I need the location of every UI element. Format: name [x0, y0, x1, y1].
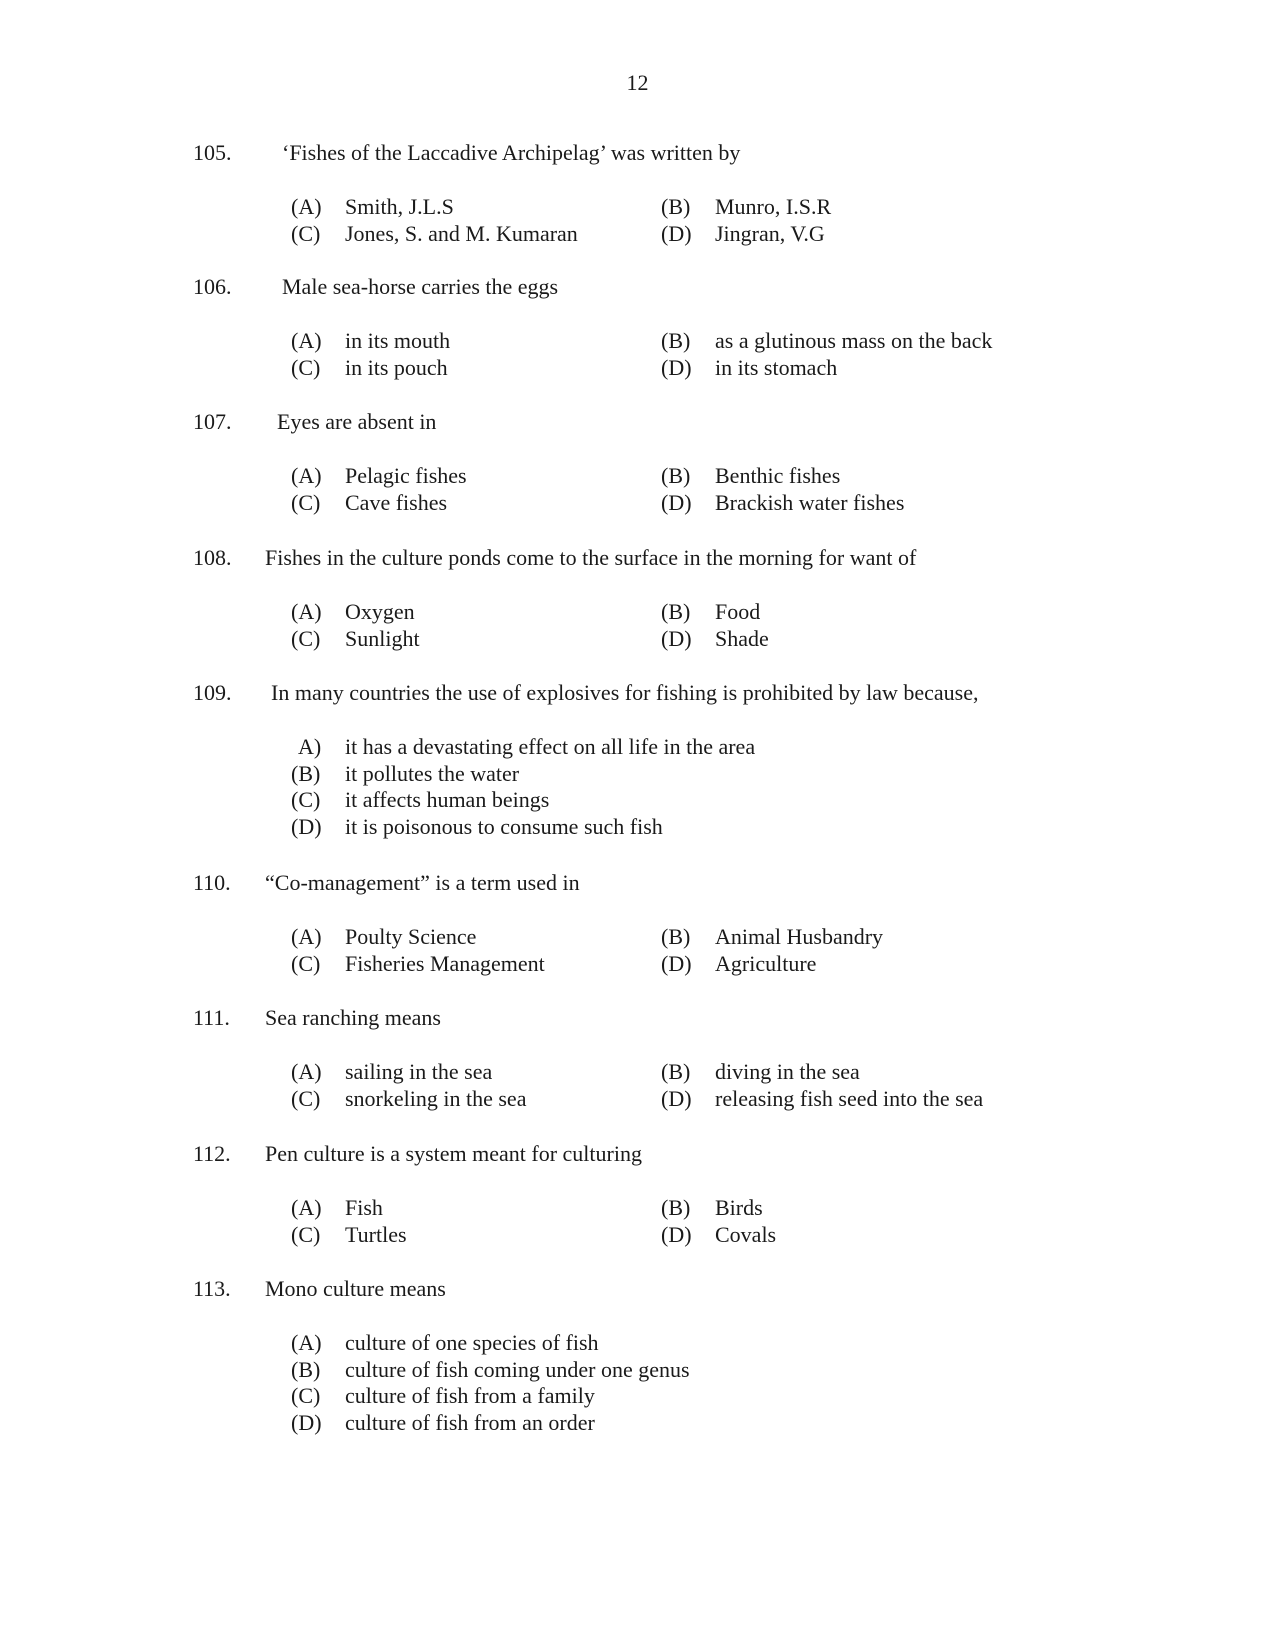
option-label: (D): [291, 1410, 322, 1435]
option-text: Food: [715, 599, 761, 624]
page-number: 12: [626, 70, 649, 95]
option-label: (D): [661, 490, 692, 515]
option-label: (C): [291, 355, 321, 380]
option-label: (C): [291, 1086, 321, 1111]
option-text: Turtles: [345, 1222, 407, 1247]
question-text: Pen culture is a system meant for culturing: [265, 1141, 642, 1166]
option-text: Animal Husbandry: [715, 924, 884, 949]
option-text: Fish: [345, 1195, 383, 1220]
question-number: 105.: [193, 140, 232, 165]
option-label: (C): [291, 787, 321, 812]
option-text: Agriculture: [715, 951, 817, 976]
option-text: Sunlight: [345, 626, 420, 651]
option-text: sailing in the sea: [345, 1059, 493, 1084]
option-label: (D): [661, 1222, 692, 1247]
option-text: Smith, J.L.S: [345, 194, 454, 219]
option-label: (B): [661, 599, 691, 624]
question-number: 110.: [193, 870, 231, 895]
option-text: Oxygen: [345, 599, 415, 624]
option-text: it affects human beings: [345, 787, 550, 812]
option-label: (D): [661, 951, 692, 976]
option-text: culture of fish from a family: [345, 1383, 595, 1408]
option-label: (A): [291, 1195, 322, 1220]
option-text: releasing fish seed into the sea: [715, 1086, 984, 1111]
option-text: culture of one species of fish: [345, 1330, 599, 1355]
question-number: 111.: [193, 1005, 230, 1030]
option-text: in its stomach: [715, 355, 838, 380]
question-text: Male sea-horse carries the eggs: [282, 274, 559, 299]
option-label: (B): [661, 1195, 691, 1220]
question-number: 113.: [193, 1276, 231, 1301]
option-label: (C): [291, 221, 321, 246]
option-text: culture of fish from an order: [345, 1410, 595, 1435]
option-text: Brackish water fishes: [715, 490, 905, 515]
option-label: (B): [661, 194, 691, 219]
question-text: In many countries the use of explosives for fishing is prohibited by law because,: [271, 680, 979, 705]
question-number: 109.: [193, 680, 232, 705]
option-label: (D): [661, 221, 692, 246]
option-text: diving in the sea: [715, 1059, 860, 1084]
option-label: (C): [291, 626, 321, 651]
option-label: (D): [291, 814, 322, 839]
option-label: A): [298, 734, 322, 759]
option-label: (C): [291, 490, 321, 515]
question-text: Mono culture means: [265, 1276, 446, 1301]
option-text: it is poisonous to consume such fish: [345, 814, 663, 839]
option-label: (A): [291, 463, 322, 488]
question-number: 108.: [193, 545, 232, 570]
question-text: “Co-management” is a term used in: [265, 870, 580, 895]
option-text: in its mouth: [345, 328, 451, 353]
option-text: Shade: [715, 626, 769, 651]
option-label: (B): [661, 328, 691, 353]
option-label: (B): [661, 463, 691, 488]
option-label: (A): [291, 1330, 322, 1355]
question-number: 107.: [193, 409, 232, 434]
question-text: ‘Fishes of the Laccadive Archipelag’ was written by: [282, 140, 741, 165]
question-text: Eyes are absent in: [277, 409, 437, 434]
option-text: as a glutinous mass on the back: [715, 328, 993, 353]
option-text: Jingran, V.G: [715, 221, 825, 246]
option-text: it has a devastating effect on all life in the area: [345, 734, 756, 759]
option-label: (A): [291, 599, 322, 624]
option-label: (C): [291, 1222, 321, 1247]
option-text: Pelagic fishes: [345, 463, 467, 488]
option-text: Fisheries Management: [345, 951, 545, 976]
question-number: 106.: [193, 274, 232, 299]
option-label: (A): [291, 328, 322, 353]
option-text: Birds: [715, 1195, 763, 1220]
question-text: Sea ranching means: [265, 1005, 441, 1030]
option-label: (B): [291, 761, 321, 786]
question-text: Fishes in the culture ponds come to the surface in the morning for want of: [265, 545, 917, 570]
option-label: (B): [291, 1357, 321, 1382]
question-number: 112.: [193, 1141, 231, 1166]
option-text: culture of fish coming under one genus: [345, 1357, 690, 1382]
option-text: Munro, I.S.R: [715, 194, 832, 219]
option-label: (D): [661, 1086, 692, 1111]
option-text: it pollutes the water: [345, 761, 520, 786]
option-text: Poulty Science: [345, 924, 477, 949]
option-text: in its pouch: [345, 355, 448, 380]
option-label: (D): [661, 355, 692, 380]
option-text: Benthic fishes: [715, 463, 841, 488]
option-label: (A): [291, 194, 322, 219]
option-label: (C): [291, 1383, 321, 1408]
option-label: (D): [661, 626, 692, 651]
option-label: (B): [661, 1059, 691, 1084]
option-text: Covals: [715, 1222, 777, 1247]
option-text: snorkeling in the sea: [345, 1086, 527, 1111]
option-label: (A): [291, 1059, 322, 1084]
option-text: Jones, S. and M. Kumaran: [345, 221, 578, 246]
option-label: (B): [661, 924, 691, 949]
option-label: (A): [291, 924, 322, 949]
option-text: Cave fishes: [345, 490, 448, 515]
option-label: (C): [291, 951, 321, 976]
